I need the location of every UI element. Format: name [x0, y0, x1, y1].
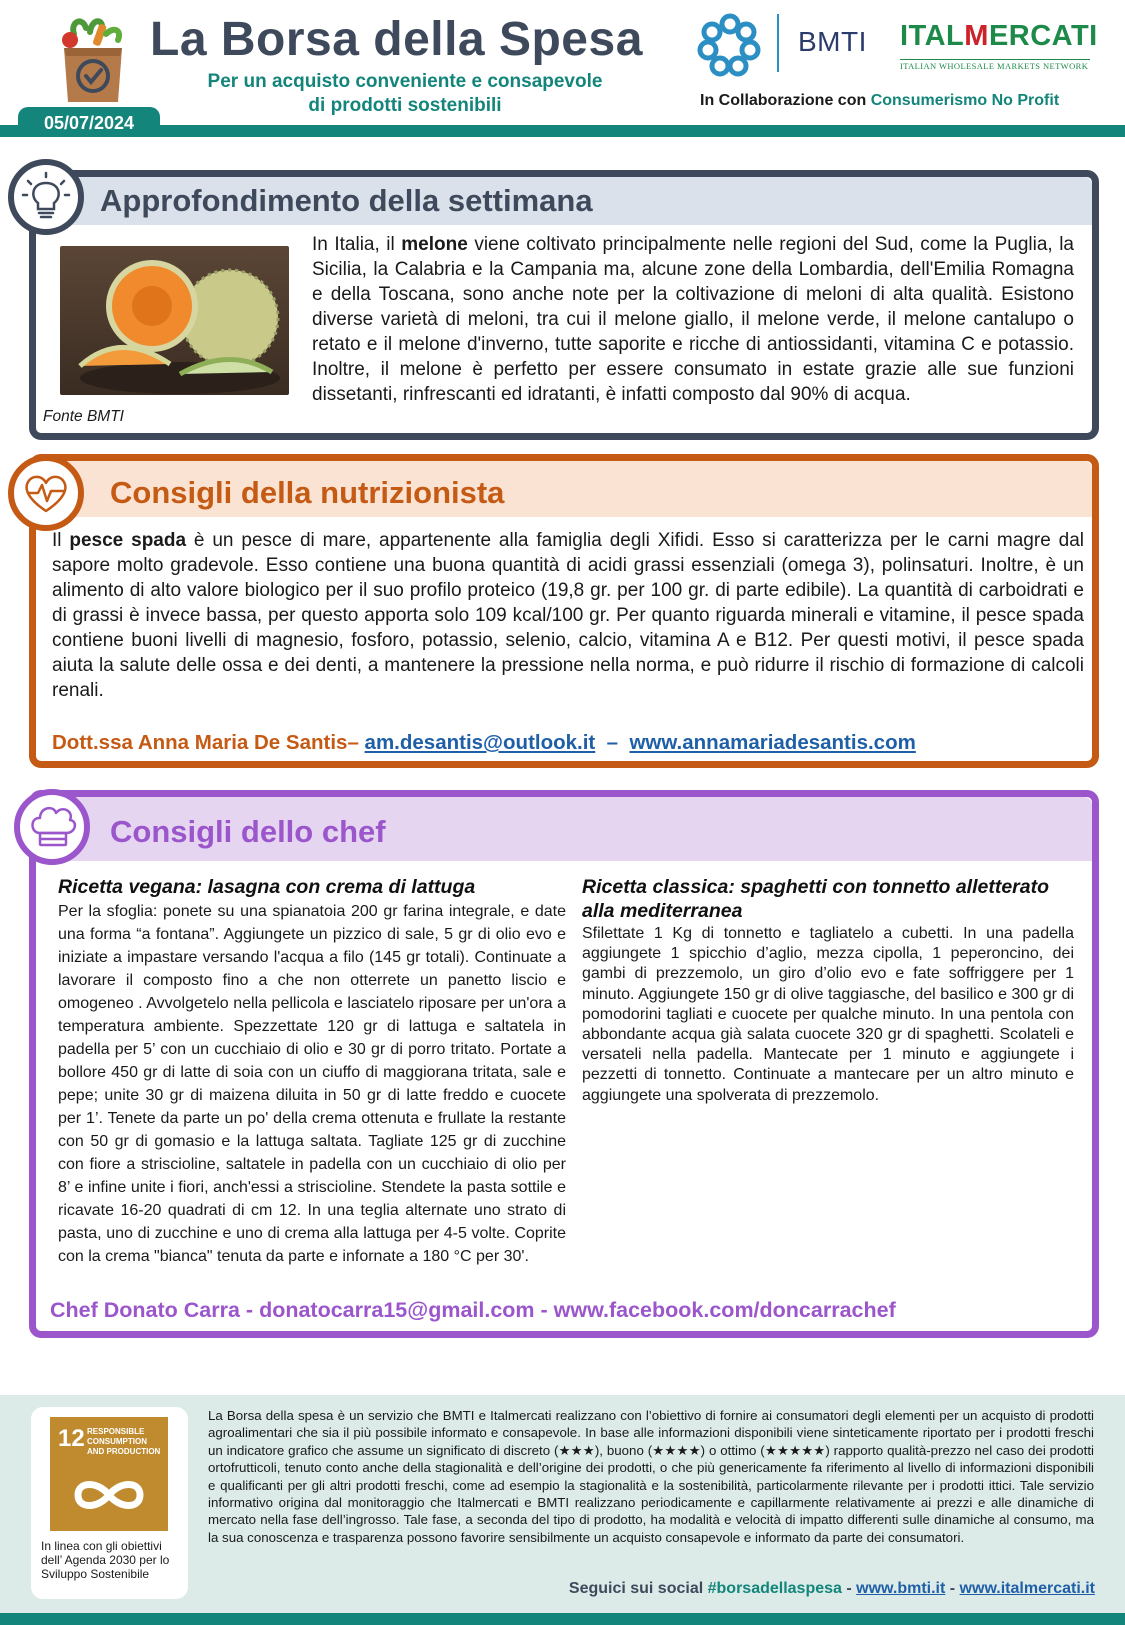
chef-badge	[14, 789, 90, 865]
image-caption: Fonte BMTI	[43, 408, 124, 425]
italmercati-website-link[interactable]: www.italmercati.it	[959, 1580, 1095, 1597]
footer-disclaimer: La Borsa della spesa è un servizio che BMTI e Italmercati realizzano con l’obiettivo di fornire ai consumatori degli elementi per un acquisto di prodotti agroalimentari che sia il più possibile informato e consapevole. In base alle informazioni disponibili viene sinteticamente riportato per i prodotti freschi un indicatore grafico che assume un significato di discreto (★★★), buono (★★★★) o ottimo (★★★★★) rapporto qualità-prezzo nel caso dei prodotti ortofrutticoli, tenuto conto anche della stagionalità e dell’origine dei prodotti, o che più genericamente fa riferimento al livello di informazioni disponibili e qualificanti per gli altri prodotti freschi, come ad esempio la stagionalità e la sostenibilità, particolarmente rilevante per i prodotti ittici. Tale servizio informativo origina dal monitoraggio che Italmercati e BMTI realizzano periodicamente e capillarmente relativamente ai prezzi e alle dinamiche di mercato nella fase dell’ingrosso. Tale fase, a seconda del tipo di prodotto, ha modalità e velocità di impatto differenti sulle dinamiche al consumo, ma la sua conoscenza e trasparenza possono favorire sensibilmente un acquisto consapevole e informato da parte dei consumatori.	[208, 1408, 1094, 1545]
melon-photo	[60, 246, 289, 395]
nutrizionista-signature	[52, 731, 916, 755]
italmercati-logo-m: M	[964, 20, 989, 52]
nutrizionista-text-post: è un pesce di mare, appartenente alla famiglia degli Xifidi. Esso si caratterizza per le carni magre dal sapore molto gradevole. Esso contiene una buona quantità di acidi grassi essenziali (omega 3), polinsaturi. Inoltre, è un alimento di alto valore biologico per il suo profilo proteico (19,8 gr. per 100 gr. di parte edibile). La quantità di carboidrati e di grassi è invece bassa, per questo apporta solo 109 kcal/100 gr. Per quanto riguarda minerali e vitamine, il pesce spada contiene buoni livelli di magnesio, fosforo, potassio, selenio, calcio, vitamina A e B12. Per questi motivi, il pesce spada aiuta la salute delle ossa e dei denti, a mantenere la pressione nella norma, e può ridurre il rischio di formazione di calcoli renali.	[52, 530, 1084, 701]
nutrizionista-website-link[interactable]: www.annamariadesantis.com	[629, 731, 916, 754]
subtitle-line-2: di prodotti sostenibili	[308, 95, 502, 116]
nutrizionista-highlight: pesce spada	[69, 530, 187, 551]
sdg-label: RESPONSIBLE CONSUMPTION AND PRODUCTION	[87, 1427, 161, 1456]
bmti-label: BMTI	[798, 26, 867, 57]
signature-sep: -	[239, 1298, 260, 1322]
signature-dash: –	[347, 731, 359, 754]
chef-title: Consigli dello chef	[110, 814, 386, 849]
italmercati-logo	[900, 20, 1098, 53]
sdg-card	[31, 1407, 188, 1599]
recipe-2-title: Ricetta classica: spaghetti con tonnetto alletterato alla mediterranea	[582, 876, 1050, 922]
chef-header	[36, 797, 1092, 861]
chef-author: Chef Donato Carra	[50, 1298, 240, 1322]
social-hashtag: #borsadellaspesa	[707, 1580, 842, 1597]
nutrizionista-title: Consigli della nutrizionista	[110, 475, 505, 510]
lightbulb-badge	[8, 159, 84, 235]
melon-image-icon	[60, 246, 289, 395]
approfondimento-body	[312, 232, 1074, 407]
recipe-1-title: Ricetta vegana: lasagna con crema di lattuga	[58, 876, 476, 898]
sdg-caption: In linea con gli obiettivi dell’ Agenda 2030 per lo Sviluppo Sostenibile	[41, 1539, 170, 1581]
heart-badge	[8, 455, 84, 531]
shopping-bag-logo-icon	[56, 14, 130, 106]
bmti-separator	[777, 14, 779, 72]
social-sep: -	[841, 1580, 857, 1597]
approfondimento-header	[36, 177, 1092, 225]
nutrizionista-author: Dott.ssa Anna Maria De Santis	[52, 731, 348, 754]
recipe-1-text: Per la sfoglia: ponete su una spianatoia 200 gr farina integrale, e date una forma “a fontana”. Aggiungete un pizzico di sale, 5 gr di olio evo e iniziate a impastare versando l'acqua a filo (145 gr totali). Continuate a lavorare il composto fino a che non otterrete un panetto liscio e omogeneo . Avvolgetelo nella pellicola e lasciatelo riposare per un'ora a temperatura ambiente. Spezzettate 120 gr di lattuga e saltatela in padella per 5’ con un cucchiaio di olio e 30 gr di porro tritato. Portate a bollore 450 gr di latte di soia con un ciuffo di maggiorana tritata, sale e pepe; unite 30 gr di maizena diluita in 50 gr di latte freddo e cuocete per 1’. Tenete da parte un po' della crema ottenuta e frullate la restante con 50 gr di gomasio e la lattuga saltata. Tagliate 125 gr di zucchine con fiore a striscioline, saltatele in padella con un cucchiaio di olio per 8’ e infine unite i fiori, anch'essi a striscioline. Stendete la pasta sottile e ricavate 16-20 quadrati di cm 12. In una teglia alternate uno strato di pasta, uno di zucchine e uno di crema alla lattuga per 4-5 volte. Coprite con la crema "bianca" tenuta da parte e infornate a 180 °C per 30'.	[58, 903, 566, 1265]
recipe-2-text: Sfilettate 1 Kg di tonnetto e tagliatelo a cubetti. In una padella aggiungete 1 spicchio d’aglio, mezza cipolla, 1 peperoncino, dei gambi di prezzemolo, un giro d’olio evo e fate soffriggere per 1 minuto. Aggiungete 150 gr di olive taggiasche, del basilico e 300 gr di pomodorini tagliati e cuocete per qualche minuto. In una pentola con abbondante acqua già salata cuocete 320 gr di spaghetti. Scolateli e versateli nella padella. Mantecate per 1 minuto e aggiungete i pezzetti di tonnetto. Continuate a mantecare per un altro minuto e aggiungete una spolverata di prezzemolo.	[582, 925, 1074, 1104]
issue-date-badge: 05/07/2024	[18, 107, 160, 137]
chef-email[interactable]: donatocarra15@gmail.com	[259, 1298, 535, 1322]
signature-dash: –	[606, 731, 619, 754]
nutrizionista-email-link[interactable]: am.desantis@outlook.it	[364, 731, 596, 754]
collaboration-partner: Consumerismo No Profit	[870, 92, 1060, 109]
approfondimento-text-pre: In Italia, il	[312, 234, 402, 255]
header-divider-bar	[0, 125, 1125, 137]
subtitle-line-1: Per un acquisto conveniente e consapevole	[207, 71, 603, 92]
page-title: La Borsa della Spesa	[150, 13, 643, 66]
signature-sep: -	[534, 1298, 554, 1322]
heart-pulse-icon	[14, 461, 78, 525]
chef-hat-icon	[20, 795, 84, 859]
sdg-12-logo	[50, 1417, 168, 1531]
collaboration-prefix: In Collaborazione con	[700, 92, 867, 109]
footer-social	[569, 1580, 1095, 1598]
sdg-number: 12	[58, 1425, 85, 1452]
page-subtitle	[150, 70, 660, 118]
footer	[0, 1395, 1125, 1613]
approfondimento-highlight: melone	[401, 234, 468, 255]
chef-section	[29, 790, 1099, 1338]
collaboration-line	[700, 92, 1100, 110]
chef-signature	[50, 1298, 896, 1323]
infinity-icon	[50, 1417, 168, 1531]
footer-bottom-bar	[0, 1613, 1125, 1625]
italmercati-tagline: ITALIAN WHOLESALE MARKETS NETWORK	[900, 61, 1089, 71]
social-sep: -	[945, 1580, 960, 1597]
nutrizionista-body	[52, 528, 1084, 703]
bmti-website-link[interactable]: www.bmti.it	[856, 1580, 946, 1597]
italmercati-logo-ital: ITAL	[900, 20, 965, 52]
nutrizionista-header	[36, 461, 1092, 517]
lightbulb-icon	[14, 165, 78, 229]
italmercati-logo-ercati: ERCATI	[988, 20, 1098, 52]
header	[0, 0, 1125, 140]
approfondimento-title: Approfondimento della settimana	[100, 183, 593, 218]
chef-facebook-link[interactable]: www.facebook.com/doncarrachef	[553, 1298, 896, 1322]
nutrizionista-text-pre: Il	[52, 530, 70, 551]
approfondimento-text-post: viene coltivato principalmente nelle regioni del Sud, come la Puglia, la Sicilia, la Calabria e la Campania ma, alcune zone della Lombardia, dell'Emilia Romagna e della Toscana, sono anche note per la coltivazione di meloni di alta qualità. Esistono diverse varietà di meloni, tra cui il melone giallo, il melone verde, il melone cantalupo o retato e il melone d'inverno, tutte saporite e ricche di antiossidanti, vitamina C e potassio. Inoltre, il melone è perfetto per essere consumato in estate grazie alle sue funzioni dissetanti, rinfrescanti ed idratanti, è infatti composto dal 90% di acqua.	[312, 234, 1074, 405]
approfondimento-section	[29, 170, 1099, 440]
social-prefix: Seguici sui social	[568, 1580, 704, 1597]
nutrizionista-section	[29, 454, 1099, 768]
